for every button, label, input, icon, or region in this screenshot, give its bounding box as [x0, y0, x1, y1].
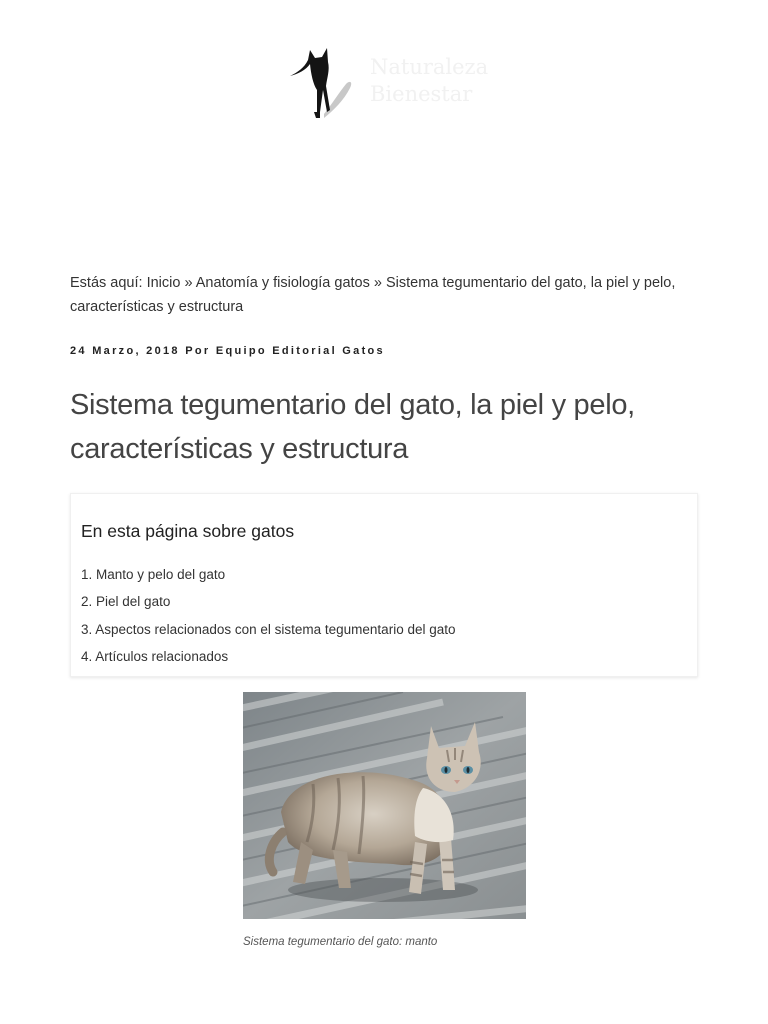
toc-item [81, 643, 456, 670]
site-logo-link[interactable] [280, 40, 489, 124]
post-by-label: Por [179, 345, 216, 357]
cat-photo [243, 692, 526, 919]
toc-item-number: 1. [81, 567, 93, 582]
breadcrumb-prefix: Estás aquí: [70, 275, 147, 291]
logo-line-1: Naturaleza [370, 55, 489, 79]
toc-link-aspectos[interactable]: Aspectos relacionados con el sistema tegumentario del gato [95, 621, 456, 637]
breadcrumb-separator: » [180, 275, 196, 291]
site-logo-text [370, 54, 488, 108]
toc-item-number: 2. [81, 594, 93, 610]
breadcrumb-current: Sistema tegumentario del gato, la piel y pelo, características y estructura [70, 275, 676, 315]
toc-list [81, 561, 456, 670]
table-of-contents [70, 493, 698, 677]
figure-caption: Sistema tegumentario del gato: manto [243, 936, 438, 948]
toc-item [81, 561, 456, 588]
post-author-link[interactable]: Equipo Editorial Gatos [215, 345, 385, 357]
toc-item-number: 3. [81, 621, 93, 637]
breadcrumb-separator: » [369, 275, 386, 291]
toc-item [81, 616, 456, 643]
site-header [0, 0, 768, 140]
toc-item [81, 588, 456, 615]
toc-link-piel[interactable]: Piel del gato [96, 594, 171, 610]
toc-link-articulos[interactable]: Artículos relacionados [95, 648, 229, 664]
post-date: 24 Marzo, 2018 [70, 345, 180, 357]
cat-silhouette-logo-icon [280, 40, 360, 124]
toc-title: En esta página sobre gatos [81, 521, 295, 541]
breadcrumb-link-home[interactable]: Inicio [146, 275, 181, 291]
article-figure [243, 692, 526, 948]
logo-line-2: Bienestar [370, 82, 473, 106]
breadcrumb-link-category[interactable]: Anatomía y fisiología gatos [195, 275, 370, 291]
breadcrumb [70, 271, 700, 319]
page-title: Sistema tegumentario del gato, la piel y pelo, características y estructura [70, 389, 635, 465]
entry-meta [70, 345, 385, 357]
toc-link-manto-pelo[interactable]: Manto y pelo del gato [96, 567, 226, 582]
toc-item-number: 4. [81, 648, 93, 664]
